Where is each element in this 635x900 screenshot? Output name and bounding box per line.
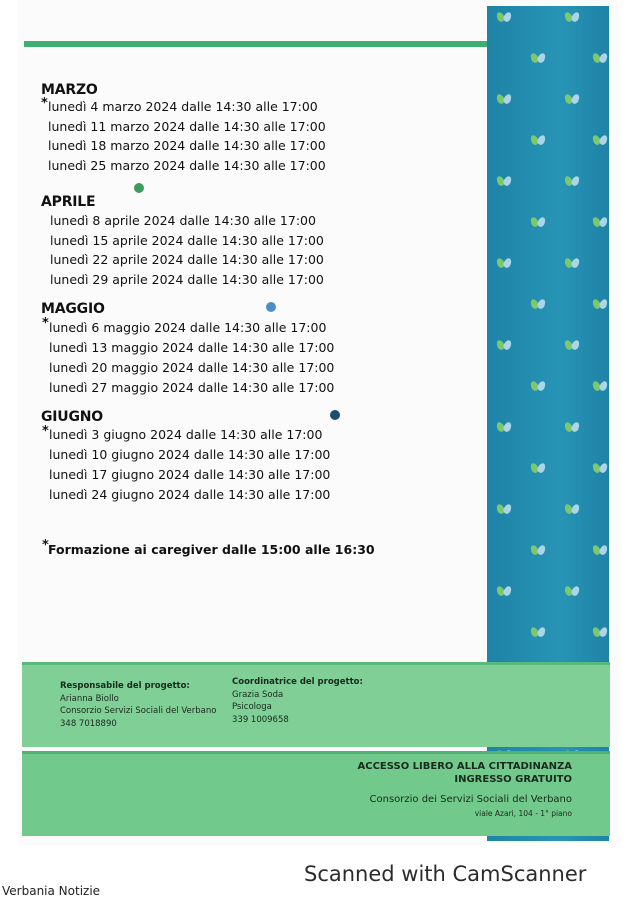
month-heading-aprile: APRILE [41, 194, 96, 210]
date-line: lunedì 17 giugno 2024 dalle 14:30 alle 17:00 [49, 467, 331, 482]
leaf-pattern-icon [497, 258, 511, 268]
date-line: lunedì 18 marzo 2024 dalle 14:30 alle 17:00 [48, 138, 326, 153]
date-line: lunedì 27 maggio 2024 dalle 14:30 alle 17:00 [49, 380, 335, 395]
leaf-pattern-icon [593, 381, 607, 391]
access-org: Consorzio dei Servizi Sociali del Verbano [369, 794, 572, 805]
asterisk: * [42, 316, 49, 331]
leaf-pattern-icon [497, 504, 511, 514]
asterisk: * [42, 424, 49, 439]
top-divider [24, 41, 488, 47]
coordinator-role: Psicologa [232, 702, 272, 712]
date-line: lunedì 29 aprile 2024 dalle 14:30 alle 17:00 [50, 272, 324, 287]
date-line: lunedì 20 maggio 2024 dalle 14:30 alle 17:00 [49, 360, 335, 375]
date-line: lunedì 4 marzo 2024 dalle 14:30 alle 17:00 [48, 99, 318, 114]
contacts-panel [22, 662, 610, 747]
leaf-pattern-icon [593, 217, 607, 227]
leaf-pattern-icon [531, 217, 545, 227]
coordinator-block [232, 676, 363, 726]
leaf-dot-icon [330, 410, 340, 420]
leaf-pattern-icon [497, 12, 511, 22]
responsible-phone: 348 7018890 [60, 718, 117, 729]
leaf-dot-icon [266, 302, 276, 312]
leaf-pattern-icon [497, 94, 511, 104]
leaf-pattern-icon [565, 258, 579, 268]
leaf-pattern-icon [565, 176, 579, 186]
leaf-pattern-icon [531, 381, 545, 391]
scanner-watermark: Scanned with CamScanner [304, 862, 587, 886]
access-panel [22, 751, 610, 836]
coordinator-heading: Coordinatrice del progetto: [232, 677, 363, 687]
leaf-pattern-icon [531, 299, 545, 309]
responsible-name: Arianna Biollo [60, 693, 119, 704]
leaf-pattern-icon [565, 340, 579, 350]
leaf-dot-icon [134, 183, 144, 193]
date-line: lunedì 24 giugno 2024 dalle 14:30 alle 17:00 [49, 487, 331, 502]
leaf-pattern-icon [593, 135, 607, 145]
responsible-block [60, 680, 216, 730]
leaf-pattern-icon [565, 586, 579, 596]
asterisk: * [42, 538, 49, 553]
date-line: lunedì 25 marzo 2024 dalle 14:30 alle 17:00 [48, 158, 326, 173]
month-heading-giugno: GIUGNO [41, 409, 103, 425]
access-address: viale Azari, 104 - 1° piano [474, 809, 572, 818]
month-heading-marzo: MARZO [41, 82, 98, 98]
date-line: lunedì 15 aprile 2024 dalle 14:30 alle 17:00 [50, 233, 324, 248]
coordinator-name: Grazia Soda [232, 689, 284, 700]
leaf-pattern-icon [565, 12, 579, 22]
source-credit: Verbania Notizie [2, 884, 101, 898]
caregiver-note: Formazione ai caregiver dalle 15:00 alle 16:30 [48, 542, 375, 557]
asterisk: * [41, 96, 48, 111]
leaf-pattern-icon [531, 135, 545, 145]
month-heading-maggio: MAGGIO [41, 301, 105, 317]
leaf-pattern-icon [531, 53, 545, 63]
date-line: lunedì 10 giugno 2024 dalle 14:30 alle 17:00 [49, 447, 331, 462]
access-line-2: INGRESSO GRATUITO [454, 774, 572, 785]
leaf-pattern-icon [593, 545, 607, 555]
leaf-pattern-icon [531, 545, 545, 555]
leaf-pattern-icon [593, 463, 607, 473]
leaf-pattern-icon [497, 340, 511, 350]
leaf-pattern-icon [565, 504, 579, 514]
date-line: lunedì 22 aprile 2024 dalle 14:30 alle 17:00 [50, 252, 324, 267]
leaf-pattern-icon [593, 299, 607, 309]
date-line: lunedì 3 giugno 2024 dalle 14:30 alle 17:00 [49, 427, 323, 442]
date-line: lunedì 6 maggio 2024 dalle 14:30 alle 17:00 [49, 320, 327, 335]
leaf-pattern-icon [593, 627, 607, 637]
leaf-pattern-icon [565, 422, 579, 432]
date-line: lunedì 11 marzo 2024 dalle 14:30 alle 17:00 [48, 119, 326, 134]
access-line-1: ACCESSO LIBERO ALLA CITTADINANZA [357, 761, 572, 772]
leaf-pattern-icon [497, 422, 511, 432]
coordinator-phone: 339 1009658 [232, 714, 289, 725]
leaf-pattern-icon [531, 463, 545, 473]
responsible-org: Consorzio Servizi Sociali del Verbano [60, 706, 217, 716]
date-line: lunedì 8 aprile 2024 dalle 14:30 alle 17:00 [50, 213, 316, 228]
leaf-pattern-icon [593, 53, 607, 63]
leaf-pattern-icon [565, 94, 579, 104]
leaf-pattern-icon [531, 627, 545, 637]
responsible-heading: Responsabile del progetto: [60, 681, 190, 691]
leaf-pattern-icon [497, 176, 511, 186]
leaf-pattern-icon [497, 586, 511, 596]
date-line: lunedì 13 maggio 2024 dalle 14:30 alle 17:00 [49, 340, 335, 355]
